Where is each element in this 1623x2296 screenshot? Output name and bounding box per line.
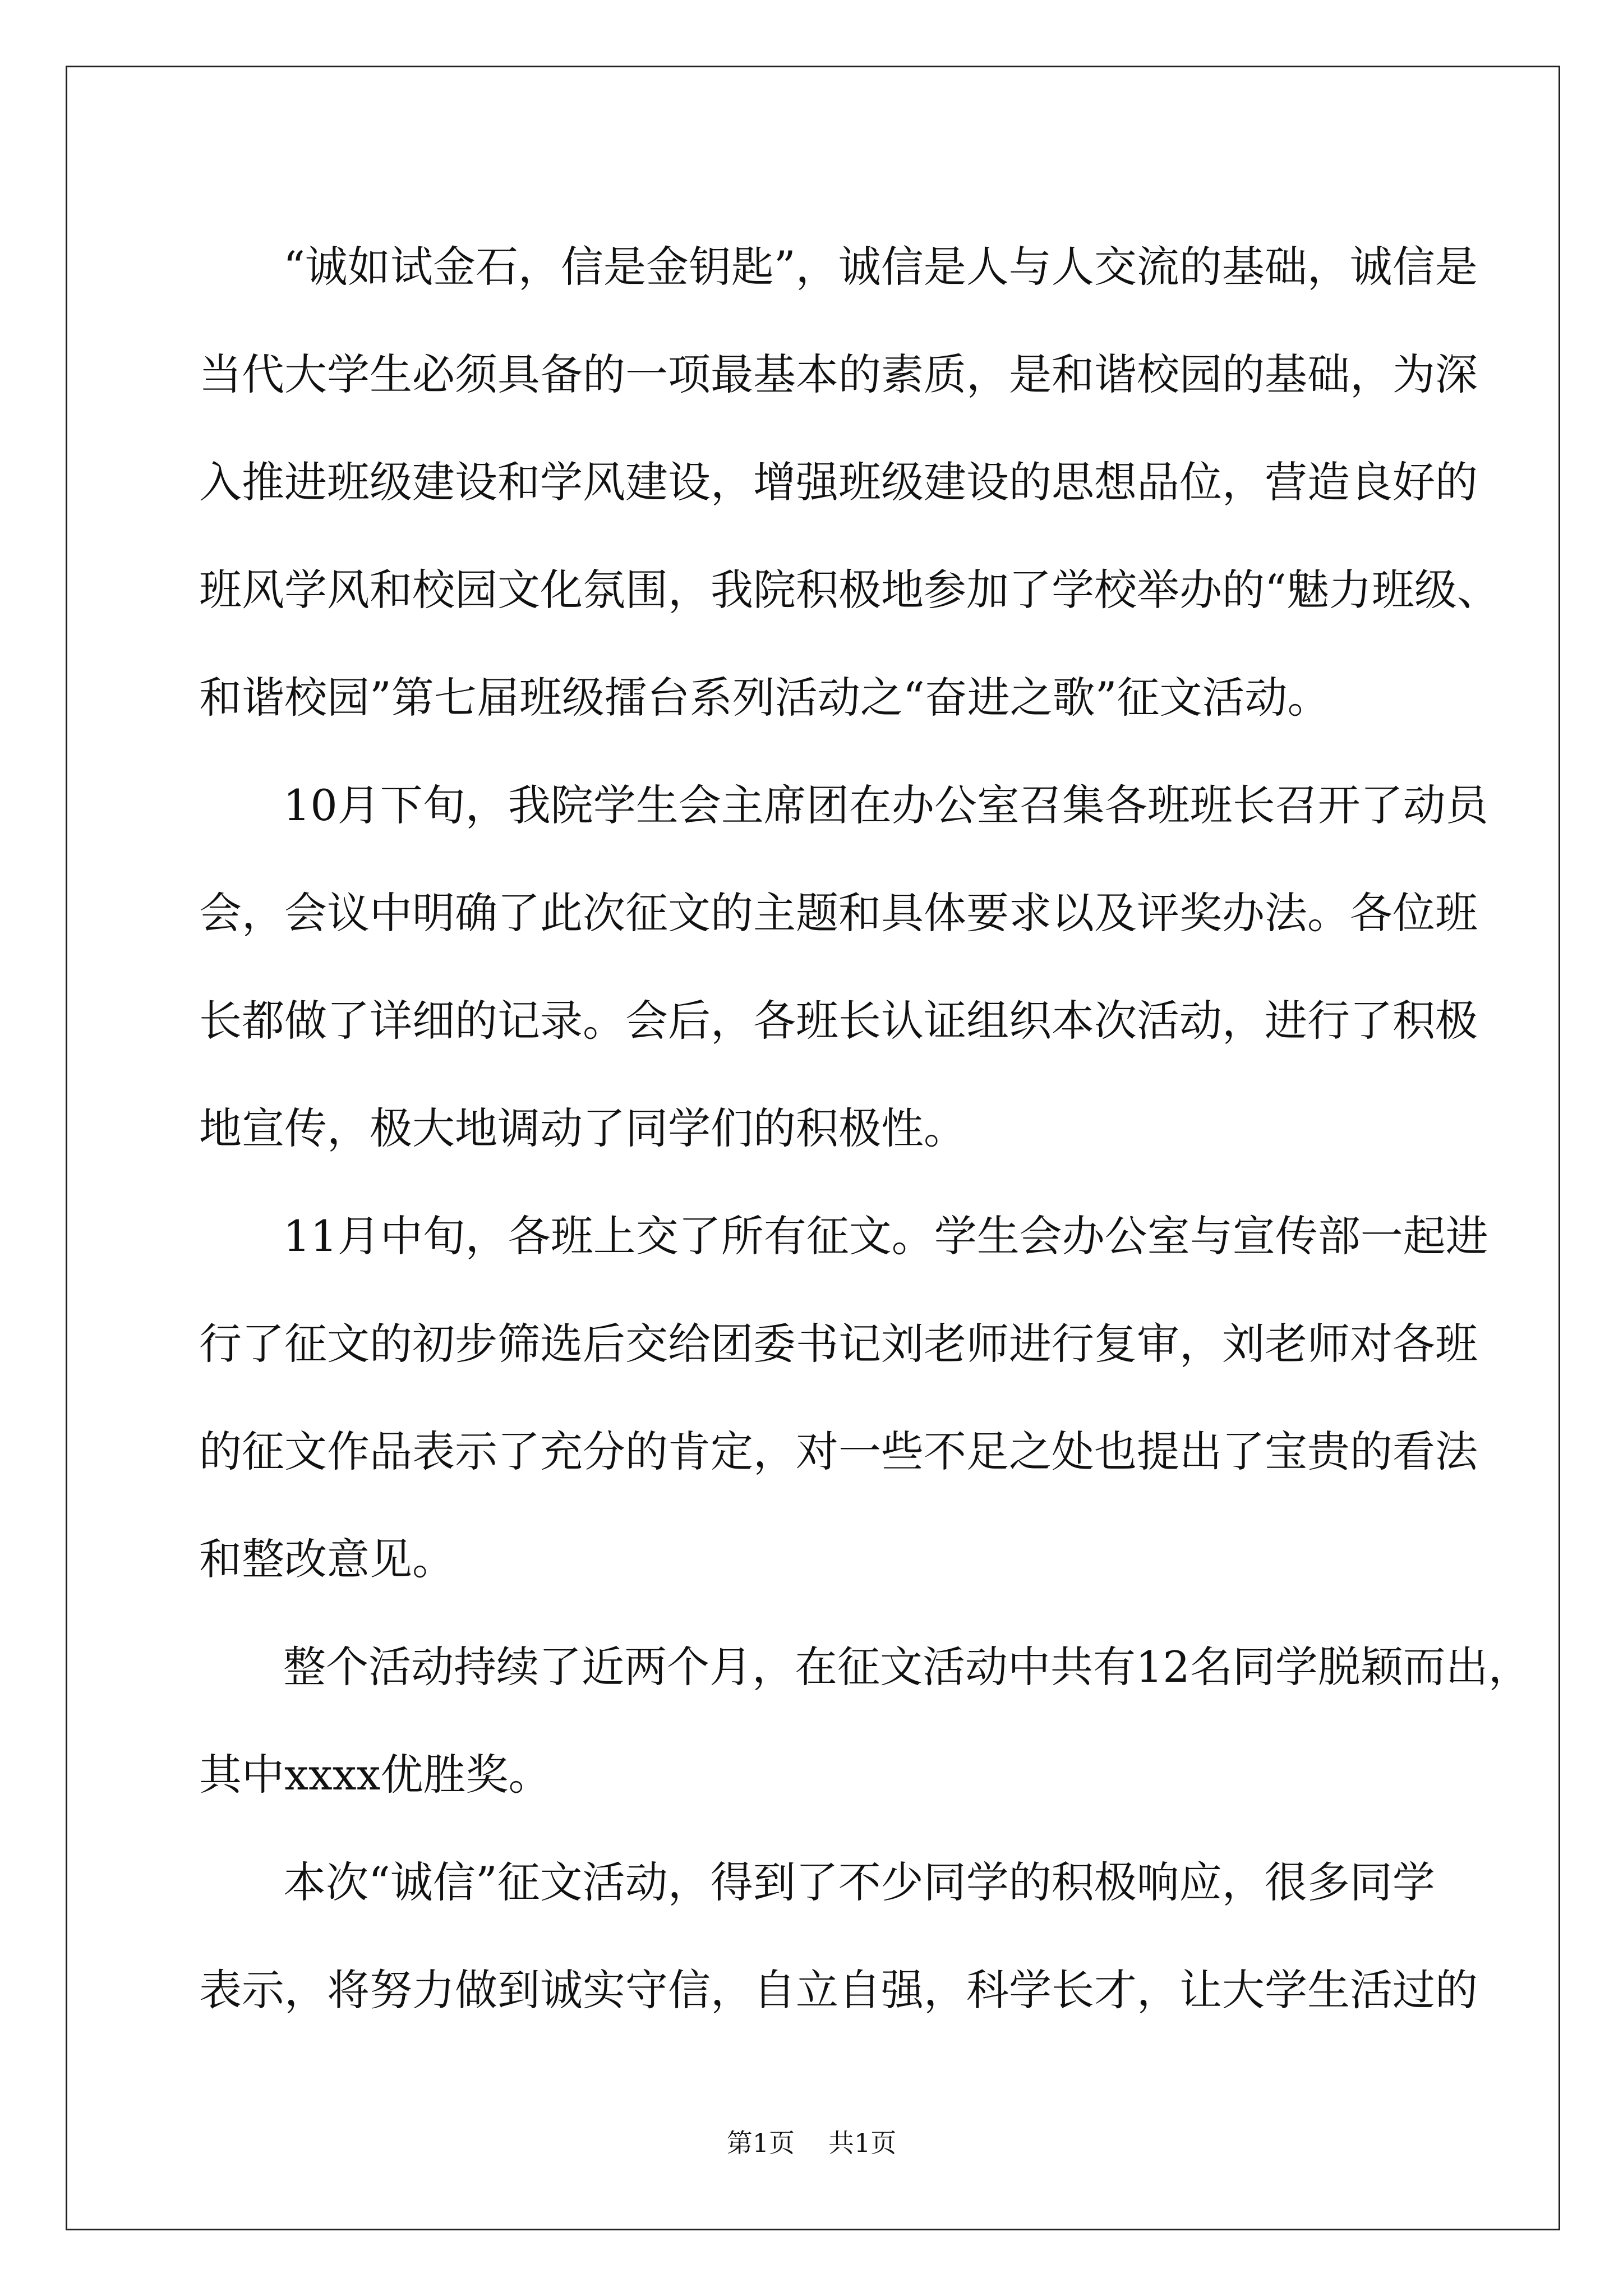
paragraph-2-line-1: 10月下旬，我院学生会主席团在办公室召集各班班长召开了动员 — [283, 780, 1488, 830]
paragraph-4-line-2: 其中xxxx优胜奖。 — [199, 1750, 551, 1800]
paragraph-1-line-4: 班风学风和校园文化氛围，我院积极地参加了学校举办的“魅力班级、 — [199, 565, 1500, 615]
paragraph-1-line-5: 和谐校园”第七届班级擂台系列活动之“奋进之歌”征文活动。 — [199, 673, 1330, 723]
paragraph-5-line-1: 本次“诚信”征文活动，得到了不少同学的积极响应，很多同学 — [283, 1857, 1435, 1907]
paragraph-1-line-1: “诚如试金石，信是金钥匙”，诚信是人与人交流的基础，诚信是 — [283, 242, 1478, 292]
page-footer — [0, 2126, 1623, 2160]
page-total: 共1页 — [828, 2128, 897, 2158]
paragraph-4-line-1: 整个活动持续了近两个月，在征文活动中共有12名同学脱颖而出， — [283, 1642, 1531, 1692]
page-number: 第1页 — [726, 2128, 795, 2158]
paragraph-3-line-3: 的征文作品表示了充分的肯定，对一些不足之处也提出了宝贵的看法 — [199, 1427, 1478, 1476]
paragraph-2-line-2: 会，会议中明确了此次征文的主题和具体要求以及评奖办法。各位班 — [199, 888, 1478, 938]
paragraph-1-line-3: 入推进班级建设和学风建设，增强班级建设的思想品位，营造良好的 — [199, 457, 1478, 507]
paragraph-2-line-3: 长都做了详细的记录。会后，各班长认证组织本次活动，进行了积极 — [199, 996, 1478, 1046]
paragraph-3-line-4: 和整改意见。 — [199, 1534, 455, 1584]
paragraph-2-line-4: 地宣传，极大地调动了同学们的积极性。 — [199, 1103, 966, 1153]
paragraph-3-line-1: 11月中旬，各班上交了所有征文。学生会办公室与宣传部一起进 — [283, 1211, 1488, 1261]
paragraph-3-line-2: 行了征文的初步筛选后交给团委书记刘老师进行复审，刘老师对各班 — [199, 1319, 1478, 1369]
paragraph-5-line-2: 表示，将努力做到诚实守信，自立自强，科学长才，让大学生活过的 — [199, 1965, 1478, 2015]
document-body — [199, 213, 1531, 2044]
paragraph-1-line-2: 当代大学生必须具备的一项最基本的素质，是和谐校园的基础，为深 — [199, 349, 1478, 399]
